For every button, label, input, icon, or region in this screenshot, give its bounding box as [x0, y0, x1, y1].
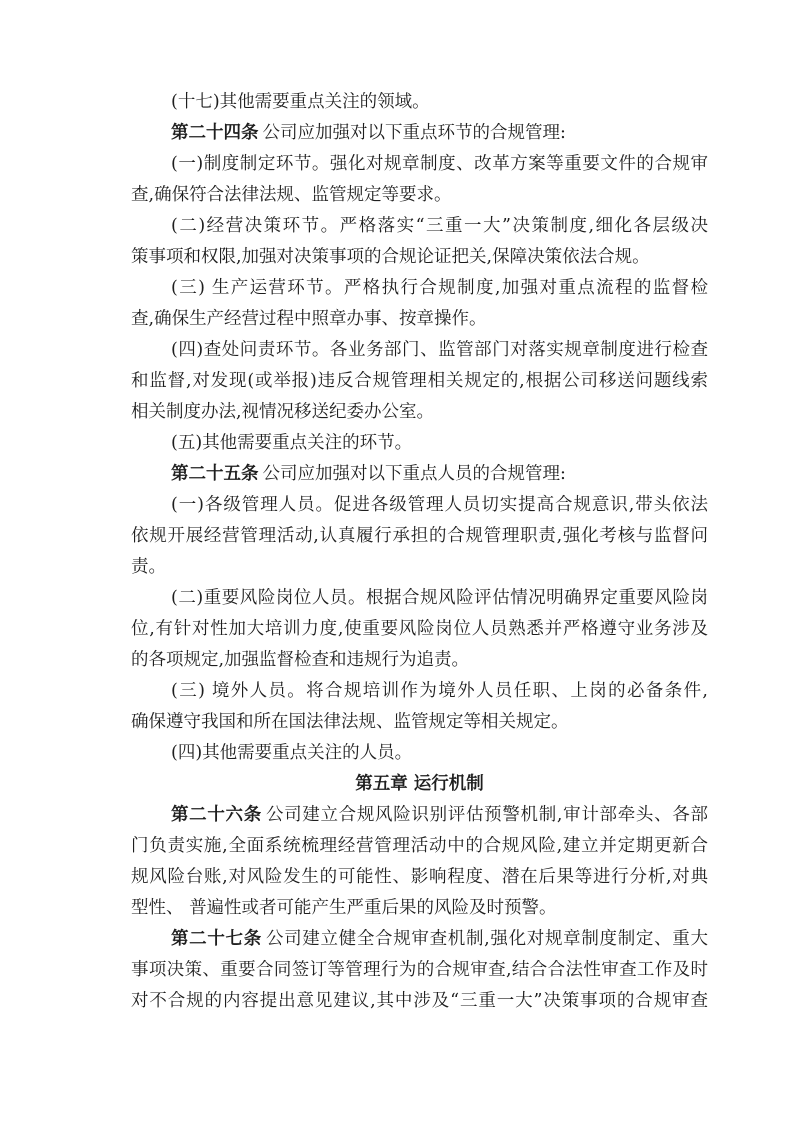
document-body [131, 87, 708, 1017]
text-line [131, 459, 708, 490]
article-text: 公司应加强对以下重点人员的合规管理: [262, 464, 566, 484]
text-line [131, 800, 708, 831]
text-line: (一)各级管理人员。促进各级管理人员切实提高合规意识,带头依法 [171, 495, 708, 515]
text-line [131, 924, 708, 955]
text-line: 确保遵守我国和所在国法律法规、监管规定等相关规定。 [131, 712, 569, 732]
text-line: (四)其他需要重点关注的人员。 [171, 743, 413, 763]
text-line: 依规开展经营管理活动,认真履行承担的合规管理职责,强化考核与监督问 [131, 526, 708, 546]
text-line: 门负责实施,全面系统梳理经营管理活动中的合规风险,建立并定期更新合 [131, 836, 708, 856]
text-line: (二)重要风险岗位人员。根据合规风险评估情况明确界定重要风险岗 [171, 588, 708, 608]
text-line: 策事项和权限,加强对决策事项的合规论证把关,保障决策依法合规。 [131, 247, 650, 267]
text-line: 位,有针对性加大培训力度,使重要风险岗位人员熟悉并严格遵守业务涉及 [131, 619, 708, 639]
text-line: 查,确保符合法律法规、监管规定等要求。 [131, 185, 452, 205]
text-line: 查,确保生产经营过程中照章办事、按章操作。 [131, 309, 487, 329]
article-number: 第二十六条 [171, 805, 262, 825]
text-line: (三) 生产运营环节。严格执行合规制度,加强对重点流程的监督检 [171, 278, 708, 298]
article-text: 公司建立健全合规审查机制,强化对规章制度制定、重大 [265, 929, 708, 949]
article-number: 第二十四条 [171, 123, 259, 143]
text-line: 型性、 普遍性或者可能产生严重后果的风险及时预警。 [131, 898, 557, 918]
article-number: 第二十七条 [171, 929, 262, 949]
text-line: 事项决策、重要合同签订等管理行为的合规审查,结合合法性审查工作及时 [131, 960, 708, 980]
text-line: (一)制度制定环节。强化对规章制度、改革方案等重要文件的合规审 [171, 154, 708, 174]
text-line: 责。 [131, 557, 166, 577]
text-line: (二)经营决策环节。严格落实“三重一大”决策制度,细化各层级决 [171, 216, 708, 236]
text-line: 相关制度办法,视情况移送纪委办公室。 [131, 402, 435, 422]
text-line: 和监督,对发现(或举报)违反合规管理相关规定的,根据公司移送问题线索 [131, 371, 708, 391]
text-line: 的各项规定,加强监督检查和违规行为追责。 [131, 650, 470, 670]
article-text: 公司建立合规风险识别评估预警机制,审计部牵头、各部 [265, 805, 708, 825]
text-line [131, 118, 708, 149]
text-line: (五)其他需要重点关注的环节。 [171, 433, 413, 453]
text-line: 规风险台账,对风险发生的可能性、影响程度、潜在后果等进行分析,对典 [131, 867, 708, 887]
text-line: 对不合规的内容提出意见建议,其中涉及“三重一大”决策事项的合规审查 [131, 991, 708, 1011]
text-line: (三) 境外人员。将合规培训作为境外人员任职、上岗的必备条件, [171, 681, 708, 701]
chapter-heading: 第五章 运行机制 [355, 774, 484, 794]
article-text: 公司应加强对以下重点环节的合规管理: [262, 123, 566, 143]
text-line: (十七)其他需要重点关注的领域。 [171, 92, 430, 112]
text-line: (四)查处问责环节。各业务部门、监管部门对落实规章制度进行检查 [171, 340, 708, 360]
article-number: 第二十五条 [171, 464, 259, 484]
